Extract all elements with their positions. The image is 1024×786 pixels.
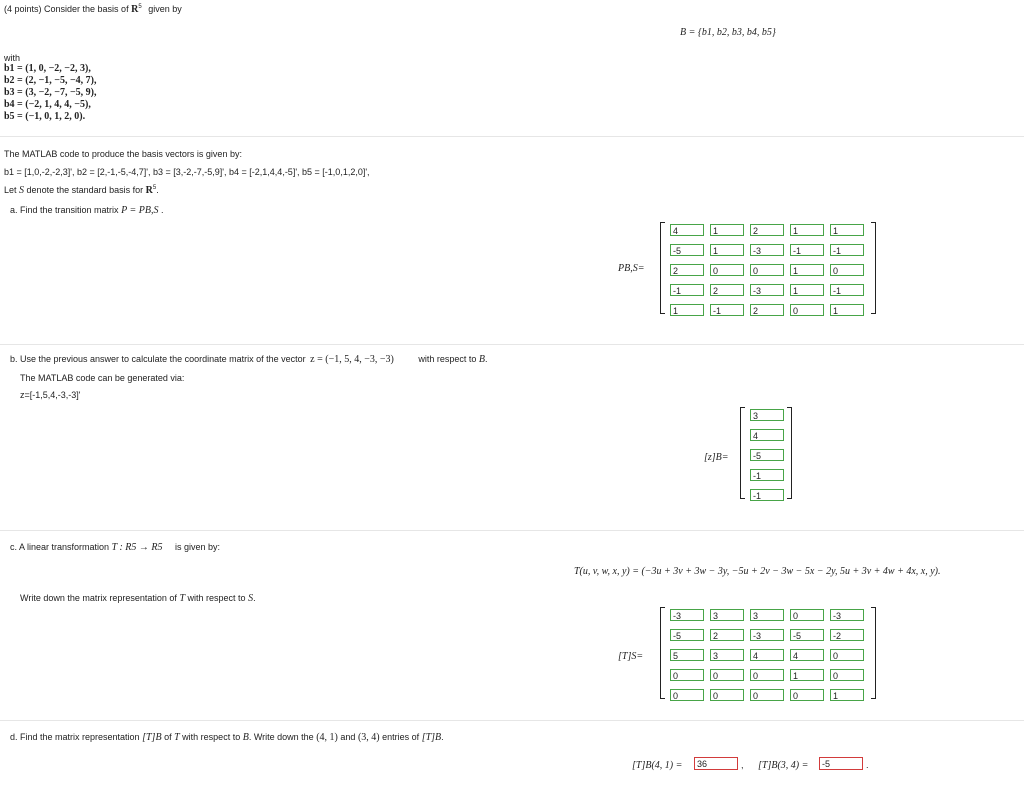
ts-cell-4-3[interactable]: 0 [750,669,784,681]
ts-cell-4-4[interactable]: 1 [790,669,824,681]
ts-cell-1-4[interactable]: 0 [790,609,824,621]
entry-34: (3, 4) [357,732,380,743]
part-a-text: a. Find the transition matrix [10,205,119,215]
ts-cell-1-1[interactable]: -3 [670,609,704,621]
pbs-cell-3-1[interactable]: 2 [670,264,704,276]
r5-exponent: 5 [138,4,142,10]
ts-cell-3-3[interactable]: 4 [750,649,784,661]
points-text: (4 points) Consider the basis of [4,4,129,14]
ts-cell-5-3[interactable]: 0 [750,689,784,701]
pbs-cell-1-1[interactable]: 4 [670,224,704,236]
r-symbol: R [145,185,153,196]
pbs-cell-4-1[interactable]: -1 [670,284,704,296]
transformation-formula: T(u, v, w, x, y) = (−3u + 3v + 3w − 3y, −5u + 2v − 3w − 5x − 2y, 5u + 3v + 4w + 4x, x, y). [574,566,941,577]
ts-cell-4-2[interactable]: 0 [710,669,744,681]
entry-41-label: [T]B(4, 1) = [632,760,683,771]
part-d-prompt [10,732,444,743]
vector-b4: b4 = (−2, 1, 4, 4, −5), [4,99,91,110]
of-text: of [164,732,172,742]
zb-cell-1-1[interactable]: 3 [750,409,784,421]
ts-cell-5-2[interactable]: 0 [710,689,744,701]
pbs-cell-4-3[interactable]: -3 [750,284,784,296]
pbs-cell-2-2[interactable]: 1 [710,244,744,256]
right-bracket [871,222,876,314]
pbs-cell-4-4[interactable]: 1 [790,284,824,296]
question-header [4,4,182,15]
entry-34-input[interactable]: -5 [819,757,863,770]
vector-b5: b5 = (−1, 0, 1, 2, 0). [4,111,86,122]
basis-definition: B = {b1, b2, b3, b4, b5} [680,27,776,38]
zb-cell-3-1[interactable]: -5 [750,449,784,461]
write-text: . Write down the [248,732,314,742]
vector-b2: b2 = (2, −1, −5, −4, 7), [4,75,97,86]
ts-label: [T]S= [618,651,644,662]
period: . [441,732,444,742]
period: . [156,185,159,195]
pbs-cell-3-3[interactable]: 0 [750,264,784,276]
divider [0,344,1024,345]
part-a-prompt [10,205,164,216]
pbs-cell-5-4[interactable]: 0 [790,304,824,316]
right-bracket [787,407,792,499]
vector-b3: b3 = (3, −2, −7, −5, 9), [4,87,97,98]
matrix-rep-text: Write down the matrix representation of [20,593,177,603]
part-d-text: d. Find the matrix representation [10,732,140,742]
entries-text: entries of [382,732,420,742]
pbs-cell-4-5[interactable]: -1 [830,284,864,296]
ts-cell-2-5[interactable]: -2 [830,629,864,641]
entry-34-label: [T]B(3, 4) = [758,760,809,771]
part-a-end: . [160,205,164,215]
ts-cell-3-5[interactable]: 0 [830,649,864,661]
vector-b1: b1 = (1, 0, −2, −2, 3), [4,63,91,74]
matlab-code: b1 = [1,0,-2,-2,3]', b2 = [2,-1,-5,-4,7]', b3 = [3,-2,-7,-5,9]', b4 = [-2,1,4,4,-5]', b5 = [-1,0,1,2,0]', [4,167,370,177]
ts-cell-5-1[interactable]: 0 [670,689,704,701]
pbs-cell-1-4[interactable]: 1 [790,224,824,236]
and-text: and [340,732,356,742]
given-by-text: given by [148,4,182,14]
divider [0,530,1024,531]
part-c-prompt [10,542,220,553]
denote-text: denote the standard basis for [26,185,144,195]
pbs-cell-2-4[interactable]: -1 [790,244,824,256]
given-text: is given by: [175,542,221,552]
part-b-text: b. Use the previous answer to calculate the coordinate matrix of the vector [10,354,306,364]
pbs-cell-5-2[interactable]: -1 [710,304,744,316]
pbs-cell-3-2[interactable]: 0 [710,264,744,276]
part-b-matlab-code: z=[-1,5,4,-3,-3]' [20,390,81,400]
t-symbol: T [179,593,185,604]
divider [0,720,1024,721]
coordinate-vector [740,407,792,499]
standard-basis-line [4,185,159,196]
ts-cell-4-1[interactable]: 0 [670,669,704,681]
zb-cell-2-1[interactable]: 4 [750,429,784,441]
part-a-math: P = PB,S [121,205,159,216]
zb-cell-5-1[interactable]: -1 [750,489,784,501]
pbs-cell-4-2[interactable]: 2 [710,284,744,296]
respect-text: with respect to [418,354,477,364]
ts-cell-5-5[interactable]: 1 [830,689,864,701]
z-vector-math: z = (−1, 5, 4, −3, −3) [310,354,394,365]
part-c-line2 [20,593,256,604]
pbs-cell-1-5[interactable]: 1 [830,224,864,236]
period: . [485,354,488,364]
ts-cell-2-4[interactable]: -5 [790,629,824,641]
transition-matrix [660,222,876,314]
ts-cell-2-1[interactable]: -5 [670,629,704,641]
pbs-cell-5-5[interactable]: 1 [830,304,864,316]
entry-41: (4, 1) [316,732,338,743]
b-symbol: B [242,732,249,743]
ts-cell-1-5[interactable]: -3 [830,609,864,621]
pbs-cell-5-1[interactable]: 1 [670,304,704,316]
r-exponent: 5 [152,185,157,191]
period: . [253,593,256,603]
ts-cell-3-2[interactable]: 3 [710,649,744,661]
separator: , [741,760,744,770]
ts-cell-1-3[interactable]: 3 [750,609,784,621]
pbs-cell-5-3[interactable]: 2 [750,304,784,316]
pbs-cell-2-3[interactable]: -3 [750,244,784,256]
pbs-cell-1-3[interactable]: 2 [750,224,784,236]
zb-cell-4-1[interactable]: -1 [750,469,784,481]
ts-cell-3-1[interactable]: 5 [670,649,704,661]
r5-symbol: R [131,4,139,15]
b-symbol: B [478,354,486,365]
period: . [866,760,869,770]
ts-cell-2-3[interactable]: -3 [750,629,784,641]
vector-list [4,63,97,123]
ts-cell-2-2[interactable]: 2 [710,629,744,641]
ts-cell-3-4[interactable]: 4 [790,649,824,661]
s-symbol: S [248,593,254,604]
let-text: Let [4,185,17,195]
pbs-label: PB,S= [618,263,645,274]
transformation-matrix [660,607,876,699]
pbs-cell-3-4[interactable]: 1 [790,264,824,276]
left-bracket [660,222,665,314]
pbs-cell-1-2[interactable]: 1 [710,224,744,236]
ts-cell-4-5[interactable]: 0 [830,669,864,681]
matlab-intro: The MATLAB code to produce the basis vectors is given by: [4,149,242,159]
pbs-cell-3-5[interactable]: 0 [830,264,864,276]
right-bracket [871,607,876,699]
with-label: with [4,53,21,63]
ts-cell-1-2[interactable]: 3 [710,609,744,621]
part-c-text: c. A linear transformation [10,542,110,552]
pbs-cell-2-5[interactable]: -1 [830,244,864,256]
part-b-matlab-intro: The MATLAB code can be generated via: [20,373,185,383]
s-symbol: S [19,185,25,196]
tb-symbol: [T]B [142,732,162,743]
entry-41-input[interactable]: 36 [694,757,738,770]
z-coordinate-label: [z]B= [704,452,729,463]
transformation-math: T : R5 → R5 [111,542,163,553]
respect-text: with respect to [182,732,241,742]
respect-text: with respect to [187,593,246,603]
tb-symbol: [T]B [421,732,442,743]
divider [0,136,1024,137]
pbs-cell-2-1[interactable]: -5 [670,244,704,256]
left-bracket [740,407,745,499]
part-b-prompt [10,354,488,365]
left-bracket [660,607,665,699]
ts-cell-5-4[interactable]: 0 [790,689,824,701]
t-symbol: T [174,732,180,743]
